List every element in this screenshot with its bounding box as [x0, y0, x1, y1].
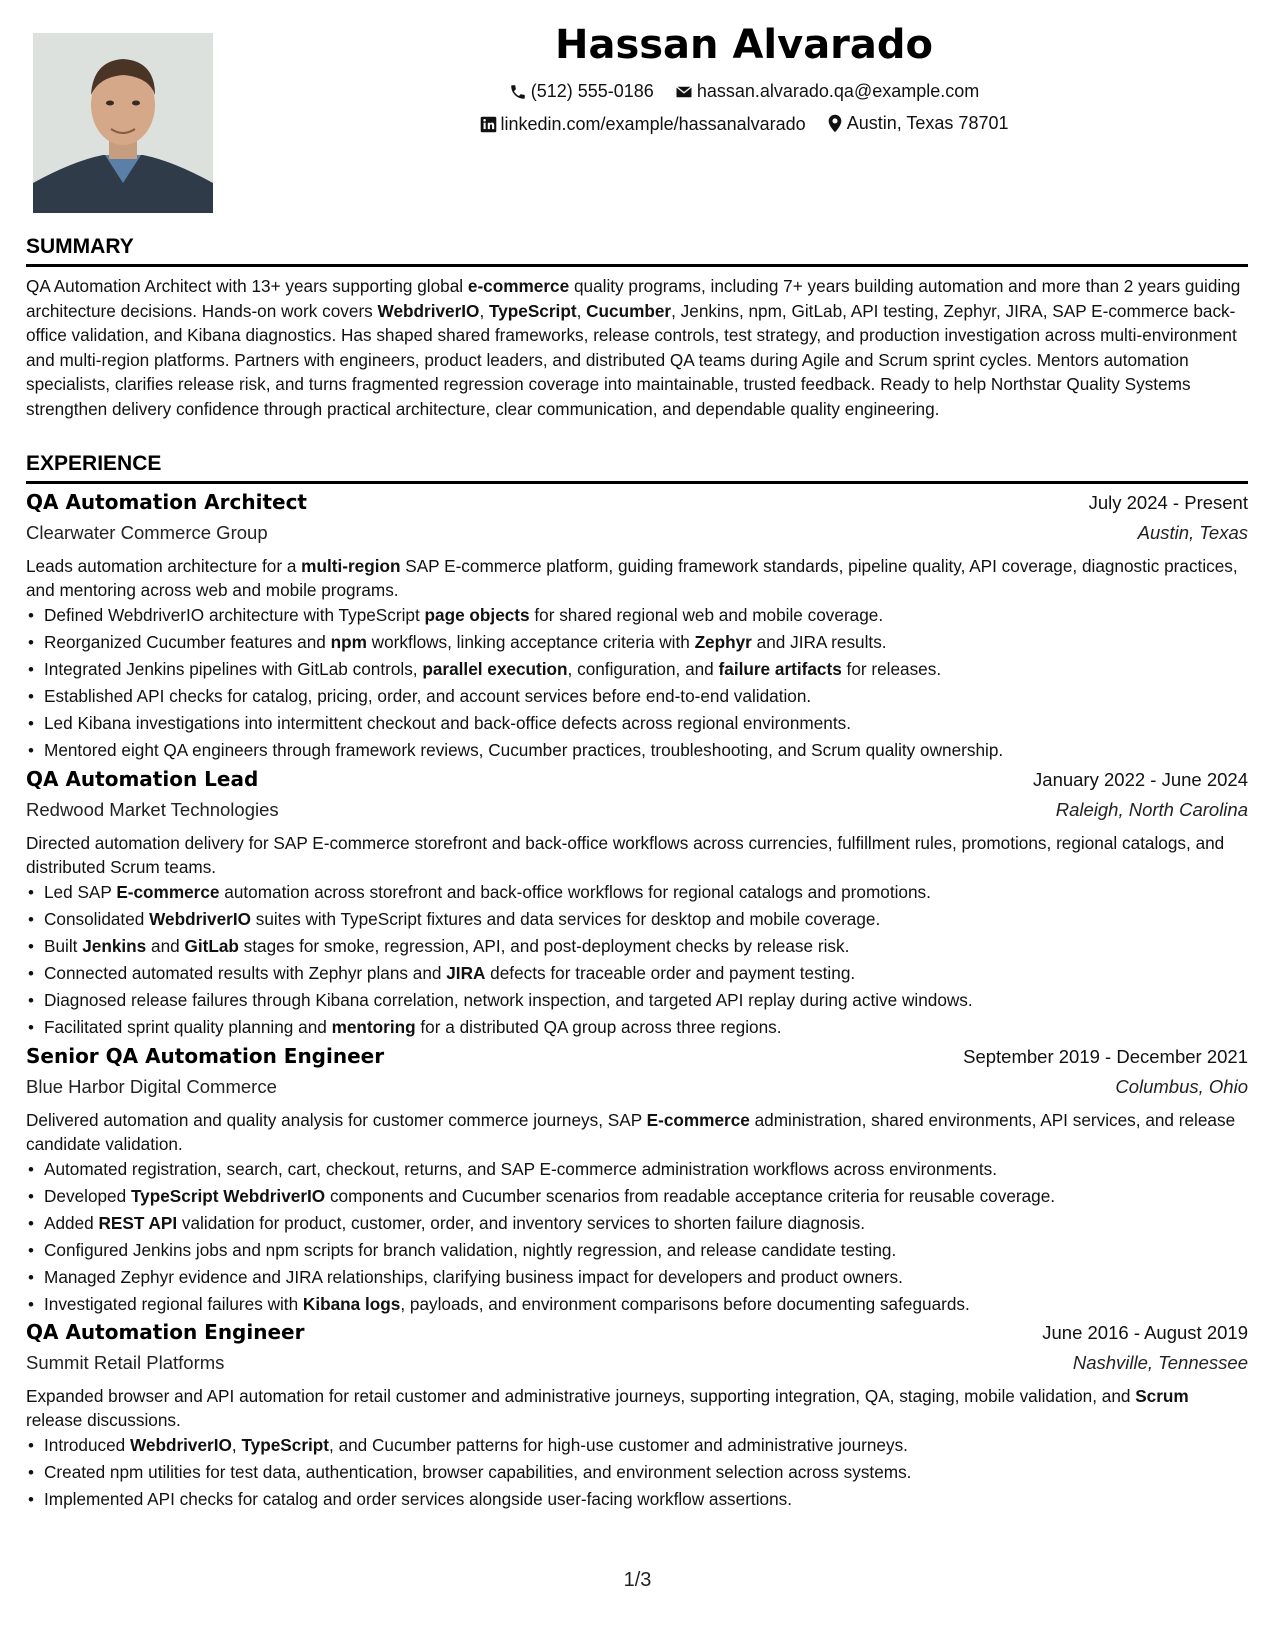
text-run: quality programs, including 7+ years building automation and more than 2 years guiding architecture decisions. Hands-on work covers: [26, 276, 1241, 321]
page-indicator: 1/3: [623, 1569, 652, 1591]
job-bullets: [26, 602, 1248, 764]
text-run: , configuration, and: [567, 659, 719, 679]
job-description: [26, 1384, 1248, 1432]
text-run: Automated registration, search, cart, checkout, returns, and SAP E-commerce administration workflows across environments.: [44, 1159, 998, 1179]
job-bullets: [26, 1156, 1248, 1318]
bullet-item: [44, 987, 1248, 1014]
job-dates: January 2022 - June 2024: [1033, 769, 1248, 790]
bold-keyword: GitLab: [184, 936, 239, 956]
bold-keyword: TypeScript WebdriverIO: [130, 1186, 326, 1206]
text-run: Defined WebdriverIO architecture with TypeScript: [44, 605, 425, 625]
text-run: for releases.: [841, 659, 942, 679]
contact-row-2: [213, 113, 1275, 138]
text-run: Connected automated results with Zephyr plans and: [44, 963, 447, 983]
email-contact[interactable]: [675, 81, 979, 102]
bold-keyword: parallel execution: [422, 659, 568, 679]
job-bullets: [26, 1432, 1248, 1513]
job-description: [26, 831, 1248, 879]
text-run: components and Cucumber scenarios from readable acceptance criteria for reusable coverage.: [325, 1186, 1056, 1206]
bold-keyword: Zephyr: [694, 632, 752, 652]
bullet-item: [44, 960, 1248, 987]
phone-icon: [509, 83, 527, 101]
job-entry: [26, 487, 1248, 764]
bold-keyword: mentoring: [331, 1017, 416, 1037]
bold-keyword: Cucumber: [586, 300, 672, 321]
text-run: Built: [44, 936, 83, 956]
text-run: release discussions.: [26, 1410, 181, 1430]
job-description: [26, 554, 1248, 602]
bullet-item: [44, 629, 1248, 656]
summary-heading: SUMMARY: [26, 235, 134, 258]
job-company: Clearwater Commerce Group: [26, 522, 268, 543]
text-run: , and Cucumber patterns for high-use customer and administrative journeys.: [329, 1435, 908, 1455]
text-run: QA Automation Architect with 13+ years supporting global: [26, 276, 468, 296]
experience-heading: EXPERIENCE: [26, 452, 162, 475]
map-pin-icon: [827, 114, 843, 133]
bullet-item: [44, 1183, 1248, 1210]
text-run: Implemented API checks for catalog and order services alongside user-facing workflow assertions.: [44, 1489, 793, 1509]
text-run: Investigated regional failures with: [44, 1294, 303, 1314]
bold-keyword: WebdriverIO: [149, 909, 251, 929]
bold-keyword: failure artifacts: [718, 659, 842, 679]
bullet-item: [44, 933, 1248, 960]
text-run: Managed Zephyr evidence and JIRA relationships, clarifying business impact for developers and product owners.: [44, 1267, 903, 1287]
text-run: Reorganized Cucumber features and: [44, 632, 331, 652]
bullet-item: [44, 879, 1248, 906]
bullet-item: [44, 1432, 1248, 1459]
job-title: QA Automation Engineer: [26, 1320, 305, 1344]
text-run: Directed automation delivery for SAP E-commerce storefront and back-office workflows across currencies, fulfillment rules, promotions, regional catalogs, and distributed Scrum teams.: [26, 833, 1225, 877]
job-entry: [26, 1041, 1248, 1318]
job-company: Summit Retail Platforms: [26, 1352, 225, 1373]
bold-keyword: e-commerce: [467, 276, 570, 296]
text-run: ,: [576, 300, 587, 321]
text-run: suites with TypeScript fixtures and data services for desktop and mobile coverage.: [251, 909, 881, 929]
job-title: QA Automation Architect: [26, 490, 307, 514]
bold-keyword: REST API: [98, 1213, 178, 1233]
text-run: workflows, linking acceptance criteria with: [366, 632, 695, 652]
job-entry: [26, 1317, 1248, 1513]
job-location: Nashville, Tennessee: [1072, 1352, 1248, 1373]
bullet-item: [44, 1156, 1248, 1183]
text-run: Expanded browser and API automation for retail customer and administrative journeys, supporting integration, QA, staging, mobile validation, and: [26, 1386, 1136, 1406]
job-dates: July 2024 - Present: [1088, 492, 1248, 513]
bullet-item: [44, 602, 1248, 629]
text-run: Mentored eight QA engineers through framework reviews, Cucumber practices, troubleshooting, and Scrum quality ownership.: [44, 740, 1004, 760]
text-run: Added: [44, 1213, 99, 1233]
summary-section: [26, 234, 1248, 422]
text-run: ,: [479, 300, 489, 321]
experience-section: [26, 451, 1248, 484]
bullet-item: [44, 656, 1248, 683]
bold-keyword: Kibana logs: [302, 1294, 401, 1314]
text-run: , Jenkins, npm, GitLab, API testing, Zephyr, JIRA, SAP E-commerce back-office validation, and Kibana diagnostics. Has shaped shared frameworks, release controls, test strategy, and production investigation across multi-environment and multi-region platforms. Partners with engineers, product leaders, and distributed QA teams during Agile and Scrum sprint cycles. Mentors automation specialists, clarifies release risk, and turns fragmented regression coverage into maintainable, trusted feedback. Ready to help Northstar Quality Systems strengthen delivery confidence through practical architecture, clear communication, and dependable quality engineering.: [26, 300, 1237, 419]
text-run: , payloads, and environment comparisons before documenting safeguards.: [400, 1294, 970, 1314]
text-run: Created npm utilities for test data, authentication, browser capabilities, and environment selection across systems.: [44, 1462, 912, 1482]
text-run: Integrated Jenkins pipelines with GitLab controls,: [44, 659, 423, 679]
bullet-item: [44, 737, 1248, 764]
bullet-item: [44, 1014, 1248, 1041]
summary-divider: [26, 264, 1248, 267]
text-run: validation for product, customer, order, and inventory services to shorten failure diagnosis.: [177, 1213, 865, 1233]
bullet-item: [44, 1210, 1248, 1237]
bullet-item: [44, 906, 1248, 933]
text-run: Leads automation architecture for a: [26, 556, 302, 576]
text-run: ,: [231, 1435, 242, 1455]
bullet-item: [44, 1459, 1248, 1486]
job-description: [26, 1108, 1248, 1156]
linkedin-icon: [480, 116, 497, 133]
job-title: Senior QA Automation Engineer: [26, 1044, 385, 1068]
bold-keyword: TypeScript: [489, 300, 577, 321]
bullet-item: [44, 1291, 1248, 1318]
text-run: Consolidated: [44, 909, 150, 929]
text-run: Introduced: [44, 1435, 130, 1455]
experience-divider: [26, 481, 1248, 484]
bullet-item: [44, 1264, 1248, 1291]
bold-keyword: JIRA: [446, 963, 486, 983]
linkedin-text[interactable]: linkedin.com/example/hassanalvarado: [500, 114, 806, 134]
job-company: Redwood Market Technologies: [26, 799, 279, 820]
text-run: stages for smoke, regression, API, and post-deployment checks by release risk.: [238, 936, 850, 956]
job-title: QA Automation Lead: [26, 767, 259, 791]
bold-keyword: E-commerce: [116, 882, 220, 902]
phone-text: (512) 555-0186: [530, 81, 654, 101]
location-text: Austin, Texas 78701: [846, 113, 1009, 133]
bullet-item: [44, 683, 1248, 710]
text-run: Diagnosed release failures through Kibana correlation, network inspection, and targeted API replay during active windows.: [44, 990, 973, 1010]
contact-row-1: [213, 81, 1275, 106]
phone-contact: [509, 81, 654, 102]
summary-paragraph: [26, 274, 1248, 422]
text-run: and: [146, 936, 185, 956]
text-run: automation across storefront and back-office workflows for regional catalogs and promotions.: [219, 882, 931, 902]
bold-keyword: WebdriverIO: [130, 1435, 232, 1455]
text-run: and JIRA results.: [751, 632, 887, 652]
text-run: Led Kibana investigations into intermittent checkout and back-office defects across regional environments.: [44, 713, 851, 733]
text-run: for a distributed QA group across three regions.: [415, 1017, 782, 1037]
location-contact: [827, 113, 1009, 134]
bold-keyword: multi-region: [301, 556, 401, 576]
text-run: Established API checks for catalog, pricing, order, and account services before end-to-end validation.: [44, 686, 812, 706]
profile-photo: [33, 33, 213, 213]
bold-keyword: WebdriverIO: [377, 300, 480, 321]
bold-keyword: E-commerce: [646, 1110, 750, 1130]
text-run: Developed: [44, 1186, 131, 1206]
bold-keyword: Scrum: [1135, 1386, 1189, 1406]
text-run: defects for traceable order and payment testing.: [485, 963, 856, 983]
bold-keyword: npm: [330, 632, 367, 652]
job-location: Columbus, Ohio: [1115, 1076, 1248, 1097]
text-run: administration, shared environments, API services, and release candidate validation.: [26, 1110, 1236, 1154]
text-run: Delivered automation and quality analysis for customer commerce journeys, SAP: [26, 1110, 647, 1130]
job-company: Blue Harbor Digital Commerce: [26, 1076, 277, 1097]
text-run: Led SAP: [44, 882, 117, 902]
text-run: Facilitated sprint quality planning and: [44, 1017, 332, 1037]
text-run: SAP E-commerce platform, guiding framework standards, pipeline quality, API coverage, diagnostic practices, and mentoring across web and mobile programs.: [26, 556, 1238, 600]
linkedin-contact[interactable]: [480, 114, 806, 135]
job-bullets: [26, 879, 1248, 1041]
job-dates: September 2019 - December 2021: [963, 1046, 1248, 1067]
job-location: Raleigh, North Carolina: [1055, 799, 1248, 820]
candidate-name: Hassan Alvarado: [554, 22, 934, 68]
bullet-item: [44, 1237, 1248, 1264]
bold-keyword: Jenkins: [82, 936, 147, 956]
email-text[interactable]: hassan.alvarado.qa@example.com: [696, 81, 980, 101]
bold-keyword: TypeScript: [241, 1435, 330, 1455]
bold-keyword: page objects: [424, 605, 530, 625]
envelope-icon: [675, 83, 693, 101]
bullet-item: [44, 1486, 1248, 1513]
text-run: for shared regional web and mobile coverage.: [529, 605, 884, 625]
text-run: Configured Jenkins jobs and npm scripts for branch validation, nightly regression, and release candidate testing.: [44, 1240, 897, 1260]
job-dates: June 2016 - August 2019: [1042, 1322, 1248, 1343]
job-location: Austin, Texas: [1137, 522, 1248, 543]
job-entry: [26, 764, 1248, 1041]
bullet-item: [44, 710, 1248, 737]
